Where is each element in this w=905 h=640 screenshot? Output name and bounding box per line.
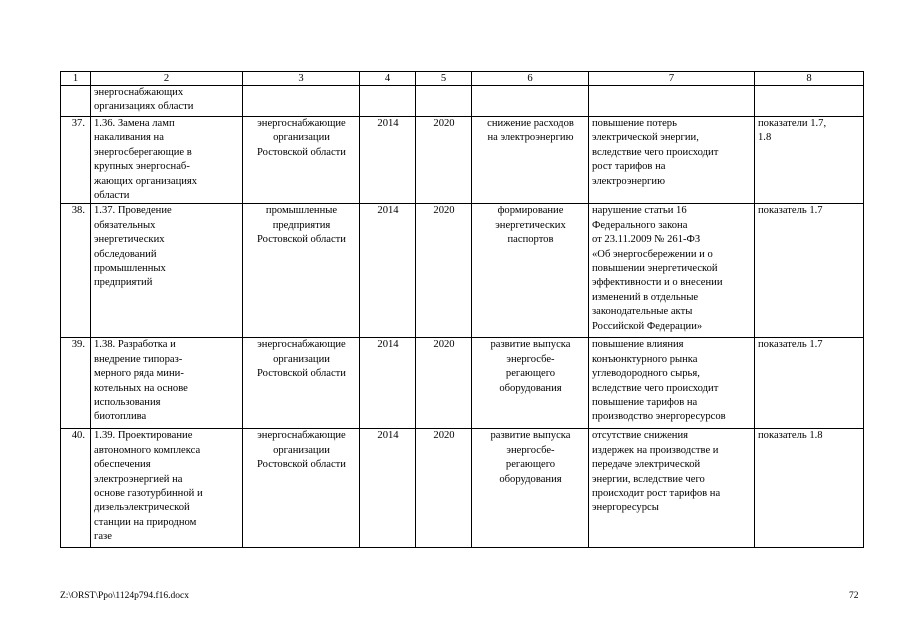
measures-table <box>60 71 864 548</box>
measure-cell: 1.36. Замена ламп накаливания на энергосберегающие в крупных энергоснаб- жающих организациях области <box>91 117 243 204</box>
start-year-cell: 2014 <box>360 338 416 429</box>
consequence-cell <box>589 86 755 117</box>
row-number-cell: 38. <box>61 204 91 338</box>
executor-cell: энергоснабжающие организации Ростовской области <box>243 429 360 548</box>
table-row <box>61 338 864 429</box>
row-number-cell: 39. <box>61 338 91 429</box>
end-year-cell: 2020 <box>416 429 472 548</box>
row-number-cell <box>61 86 91 117</box>
column-number-1: 1 <box>61 72 91 86</box>
measure-cell: энергоснабжающих организациях области <box>91 86 243 117</box>
indicator-cell: показатель 1.7 <box>755 204 864 338</box>
start-year-cell: 2014 <box>360 429 416 548</box>
result-cell: снижение расходов на электроэнергию <box>472 117 589 204</box>
result-cell: формирование энергетических паспортов <box>472 204 589 338</box>
column-number-8: 8 <box>755 72 864 86</box>
executor-cell <box>243 86 360 117</box>
column-number-2: 2 <box>91 72 243 86</box>
row-number-cell: 40. <box>61 429 91 548</box>
consequence-cell: нарушение статьи 16 Федерального закона от 23.11.2009 № 261-ФЗ «Об энергосбережении и о повышении энергетической эффективности и о внесении изменений в отдельные законодательные акты Российской Федерации» <box>589 204 755 338</box>
table-row <box>61 429 864 548</box>
executor-cell: энергоснабжающие организации Ростовской области <box>243 338 360 429</box>
start-year-cell: 2014 <box>360 204 416 338</box>
executor-cell: энергоснабжающие организации Ростовской области <box>243 117 360 204</box>
consequence-cell: повышение влияния конъюнктурного рынка углеводородного сырья, вследствие чего происходит повышение тарифов на производство энергоресурсов <box>589 338 755 429</box>
column-number-4: 4 <box>360 72 416 86</box>
indicator-cell: показатели 1.7, 1.8 <box>755 117 864 204</box>
consequence-cell: повышение потерь электрической энергии, вследствие чего происходит рост тарифов на электроэнергию <box>589 117 755 204</box>
start-year-cell <box>360 86 416 117</box>
indicator-cell <box>755 86 864 117</box>
row-number-cell: 37. <box>61 117 91 204</box>
table-header-row <box>61 72 864 86</box>
indicator-cell: показатель 1.8 <box>755 429 864 548</box>
table-row <box>61 204 864 338</box>
column-number-5: 5 <box>416 72 472 86</box>
table-row-continuation <box>61 86 864 117</box>
executor-cell: промышленные предприятия Ростовской области <box>243 204 360 338</box>
column-number-3: 3 <box>243 72 360 86</box>
start-year-cell: 2014 <box>360 117 416 204</box>
column-number-7: 7 <box>589 72 755 86</box>
measure-cell: 1.39. Проектирование автономного комплекса обеспечения электроэнергией на основе газотурбинной и дизельэлектрической станции на природном газе <box>91 429 243 548</box>
footer-file-path: Z:\ORST\Ppo\1124p794.f16.docx <box>60 591 189 601</box>
column-number-6: 6 <box>472 72 589 86</box>
table-row <box>61 117 864 204</box>
end-year-cell: 2020 <box>416 338 472 429</box>
result-cell <box>472 86 589 117</box>
result-cell: развитие выпуска энергосбе- регающего оборудования <box>472 429 589 548</box>
end-year-cell: 2020 <box>416 117 472 204</box>
end-year-cell: 2020 <box>416 204 472 338</box>
footer-page-number: 72 <box>849 591 859 601</box>
measure-cell: 1.38. Разработка и внедрение типораз- мерного ряда мини- котельных на основе использования биотоплива <box>91 338 243 429</box>
end-year-cell <box>416 86 472 117</box>
consequence-cell: отсутствие снижения издержек на производстве и передаче электрической энергии, вследствие чего происходит рост тарифов на энергоресурсы <box>589 429 755 548</box>
result-cell: развитие выпуска энергосбе- регающего оборудования <box>472 338 589 429</box>
measure-cell: 1.37. Проведение обязательных энергетических обследований промышленных предприятий <box>91 204 243 338</box>
indicator-cell: показатель 1.7 <box>755 338 864 429</box>
